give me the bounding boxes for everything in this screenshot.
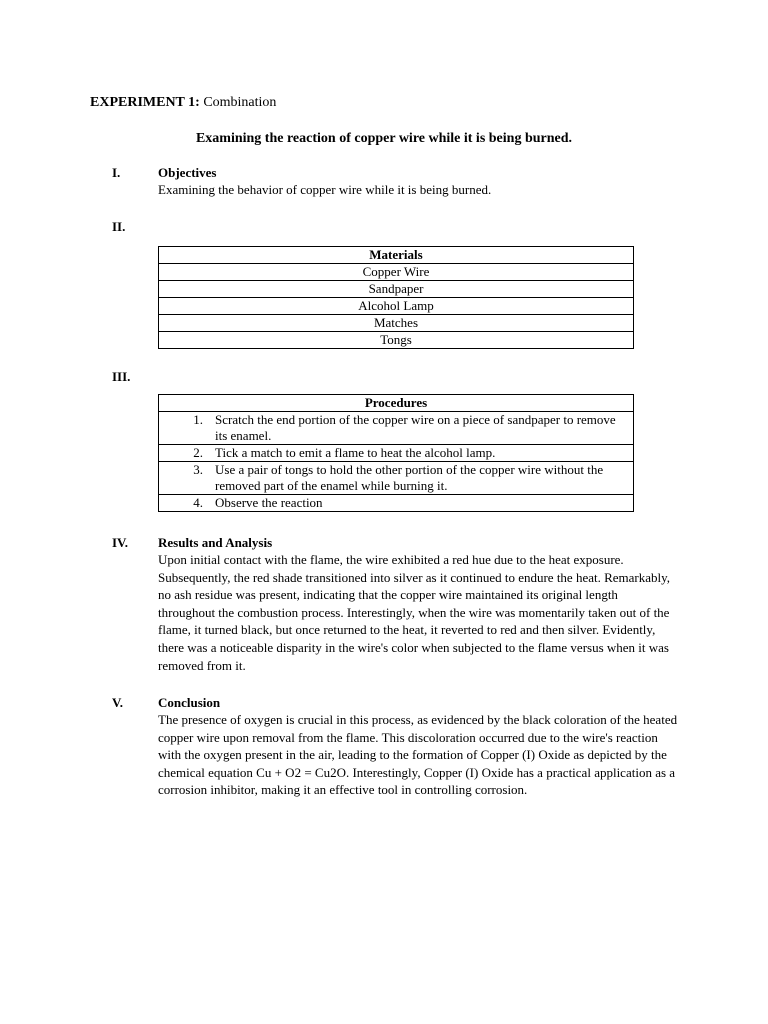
section-numeral-results: IV. xyxy=(112,535,129,550)
procedure-step-text: Observe the reaction xyxy=(211,495,634,512)
procedure-step-text: Scratch the end portion of the copper wire on a piece of sandpaper to remove its enamel. xyxy=(211,412,634,445)
procedure-step-text: Use a pair of tongs to hold the other portion of the copper wire without the removed part of the enamel while burning it. xyxy=(211,462,634,495)
material-item: Matches xyxy=(159,315,634,332)
experiment-name: Combination xyxy=(203,95,277,110)
conclusion-heading: Conclusion xyxy=(158,695,221,710)
results-heading: Results and Analysis xyxy=(158,535,273,550)
material-item: Sandpaper xyxy=(159,281,634,298)
procedures-header: Procedures xyxy=(159,395,634,412)
conclusion-text: The presence of oxygen is crucial in this process, as evidenced by the black coloration of the heated copper wire upon removal from the flame. This discoloration occurred due to the wire's reaction with the oxygen present in the air, leading to the formation of Copper (I) Oxide as depicted by the chemical equation Cu + O2 = Cu2O. Interestingly, Copper (I) Oxide has a practical application as a corrosion inhibitor, making it an effective tool in controlling corrosion. xyxy=(158,712,678,798)
procedure-step-number: 3. xyxy=(159,462,212,495)
procedures-table xyxy=(158,394,634,512)
materials-header: Materials xyxy=(159,247,634,264)
experiment-heading xyxy=(90,94,276,112)
section-numeral-procedures: III. xyxy=(112,369,131,384)
section-numeral-materials: II. xyxy=(112,219,126,234)
section-numeral-objectives: I. xyxy=(112,165,121,180)
materials-table xyxy=(158,246,634,349)
objectives-heading: Objectives xyxy=(158,165,217,180)
objectives-text: Examining the behavior of copper wire while it is being burned. xyxy=(158,182,492,197)
procedure-step-number: 1. xyxy=(159,412,212,445)
material-item: Copper Wire xyxy=(159,264,634,281)
experiment-label: EXPERIMENT 1: xyxy=(90,95,200,110)
section-numeral-conclusion: V. xyxy=(112,695,123,710)
procedure-step-text: Tick a match to emit a flame to heat the alcohol lamp. xyxy=(211,445,634,462)
material-item: Tongs xyxy=(159,332,634,349)
procedure-step-number: 2. xyxy=(159,445,212,462)
experiment-title: Examining the reaction of copper wire while it is being burned. xyxy=(195,131,573,146)
procedure-step-number: 4. xyxy=(159,495,212,512)
material-item: Alcohol Lamp xyxy=(159,298,634,315)
results-text: Upon initial contact with the flame, the wire exhibited a red hue due to the heat exposure. Subsequently, the red shade transitioned into silver as it continued to endure the heat. Remarkably, no ash residue was present, indicating that the copper wire maintained its original length throughout the combustion process. Interestingly, when the wire was momentarily taken out of the flame, it turned black, but once returned to the heat, it reverted to red and then silver. Evidently, there was a noticeable disparity in the wire's color when subjected to the flame versus when it was removed from it. xyxy=(158,552,671,673)
